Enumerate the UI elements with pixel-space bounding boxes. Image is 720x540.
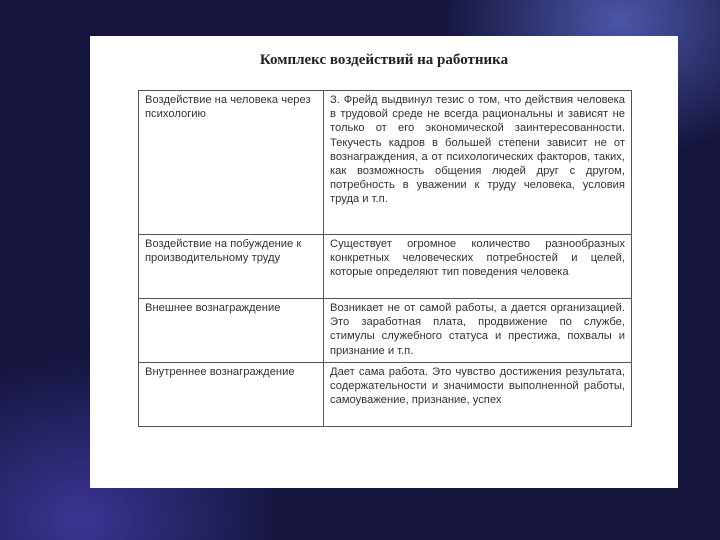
document-page (90, 36, 678, 488)
table-row (139, 363, 632, 427)
document-title: Комплекс воздействий на работника (259, 52, 509, 68)
table-cell-left: Внутреннее вознаграждение (139, 363, 324, 427)
table-row (139, 299, 632, 363)
table-cell-right: Существует огромное количество разнообразных конкретных человеческих потребностей и целей, которые определяют тип поведения человека (324, 235, 632, 299)
table-cell-right: З. Фрейд выдвинул тезис о том, что действия человека в трудовой среде не всегда рациональны и зависят не только от его экономической заинтересованности. Текучесть кадров в большей степени зависит не от вознаграждения, а от психологических факторов, таких, как возможность общения людей друг с другом, потребность в уважении к труду человека, условия труда и т.п. (324, 91, 632, 235)
table-row (139, 91, 632, 235)
table-cell-right: Возникает не от самой работы, а дается организацией. Это заработная плата, продвижение по службе, стимулы служебного статуса и престижа, похвалы и признание и т.п. (324, 299, 632, 363)
table-row (139, 235, 632, 299)
table-cell-left: Внешнее вознаграждение (139, 299, 324, 363)
table-cell-left: Воздействие на побуждение к производительному труду (139, 235, 324, 299)
table-cell-left: Воздействие на человека через психологию (139, 91, 324, 235)
table-cell-right: Дает сама работа. Это чувство достижения результата, содержательности и значимости выполненной работы, самоуважение, признание, успех (324, 363, 632, 427)
influence-table (138, 90, 632, 427)
